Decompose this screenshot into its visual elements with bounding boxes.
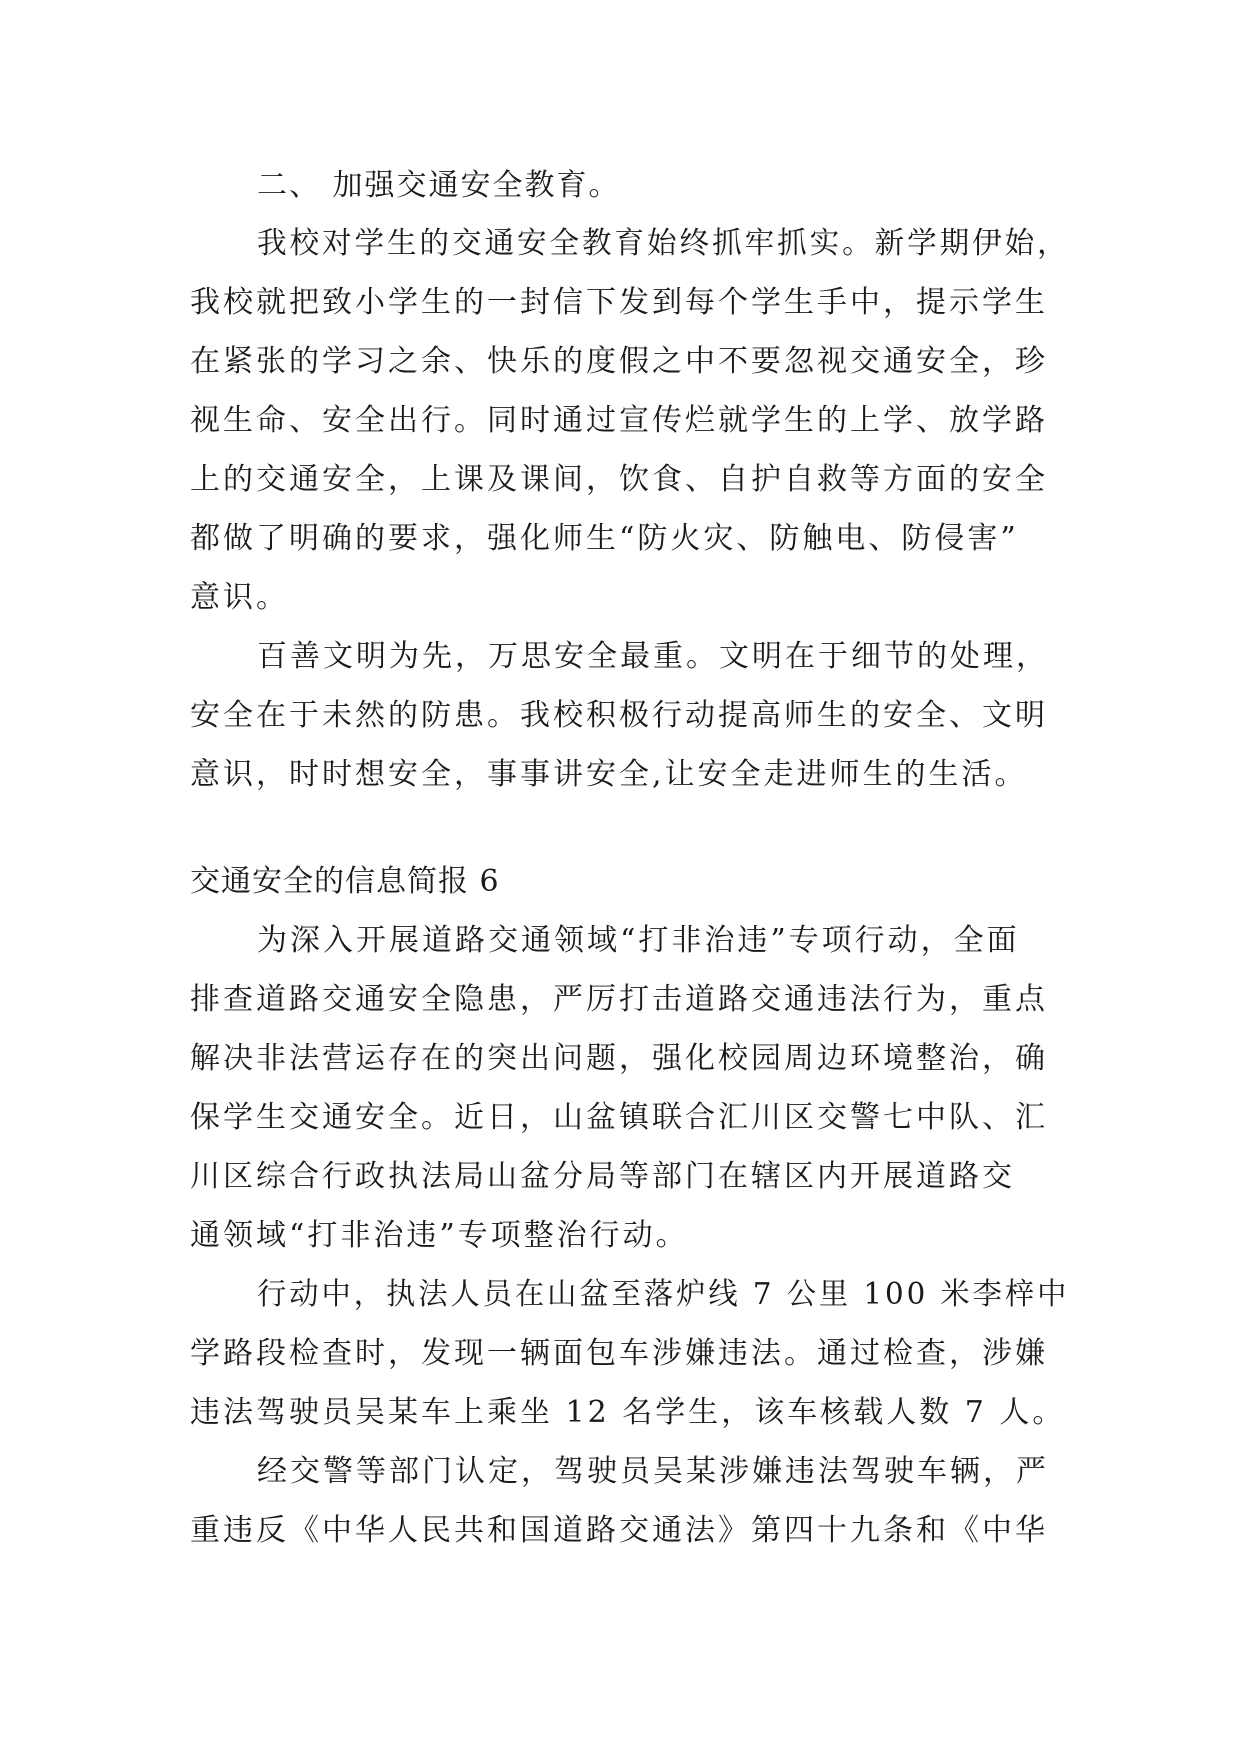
paragraph-line: 学路段检查时，发现一辆面包车涉嫌违法。通过检查，涉嫌 bbox=[190, 1336, 1048, 1371]
section-title: 交通安全的信息简报 6 bbox=[190, 864, 500, 899]
paragraph-line: 都做了明确的要求，强化师生“防火灾、防触电、防侵害” bbox=[190, 521, 1019, 556]
paragraph-line: 保学生交通安全。近日，山盆镇联合汇川区交警七中队、汇 bbox=[190, 1100, 1048, 1135]
paragraph-line: 意识。 bbox=[190, 580, 289, 615]
paragraph-line: 排查道路交通安全隐患，严厉打击道路交通违法行为，重点 bbox=[190, 982, 1048, 1017]
paragraph-line: 行动中，执法人员在山盆至落炉线 7 公里 100 米李梓中 bbox=[257, 1277, 1070, 1312]
paragraph-line: 违法驾驶员吴某车上乘坐 12 名学生，该车核载人数 7 人。 bbox=[190, 1395, 1066, 1430]
paragraph-line: 通领域“打非治违”专项整治行动。 bbox=[190, 1218, 689, 1253]
paragraph-line: 百善文明为先，万思安全最重。文明在于细节的处理， bbox=[257, 639, 1049, 674]
paragraph-line: 意识，时时想安全，事事讲安全,让安全走进师生的生活。 bbox=[190, 757, 1028, 792]
paragraph-line: 我校对学生的交通安全教育始终抓牢抓实。新学期伊始， bbox=[257, 226, 1070, 261]
paragraph-line: 解决非法营运存在的突出问题，强化校园周边环境整治，确 bbox=[190, 1041, 1048, 1076]
paragraph-line: 川区综合行政执法局山盆分局等部门在辖区内开展道路交 bbox=[190, 1159, 1015, 1194]
paragraph-line: 在紧张的学习之余、快乐的度假之中不要忽视交通安全，珍 bbox=[190, 344, 1048, 379]
paragraph-line: 上的交通安全，上课及课间，饮食、自护自救等方面的安全 bbox=[190, 462, 1048, 497]
paragraph-line: 视生命、安全出行。同时通过宣传烂就学生的上学、放学路 bbox=[190, 403, 1048, 438]
paragraph-line: 我校就把致小学生的一封信下发到每个学生手中，提示学生 bbox=[190, 285, 1048, 320]
paragraph-line: 重违反《中华人民共和国道路交通法》第四十九条和《中华 bbox=[190, 1513, 1048, 1548]
paragraph-line: 为深入开展道路交通领域“打非治违”专项行动，全面 bbox=[257, 923, 1020, 958]
paragraph-line: 经交警等部门认定，驾驶员吴某涉嫌违法驾驶车辆，严 bbox=[257, 1454, 1049, 1489]
paragraph-line: 安全在于未然的防患。我校积极行动提高师生的安全、文明 bbox=[190, 698, 1048, 733]
section-heading: 二、 加强交通安全教育。 bbox=[257, 168, 621, 203]
